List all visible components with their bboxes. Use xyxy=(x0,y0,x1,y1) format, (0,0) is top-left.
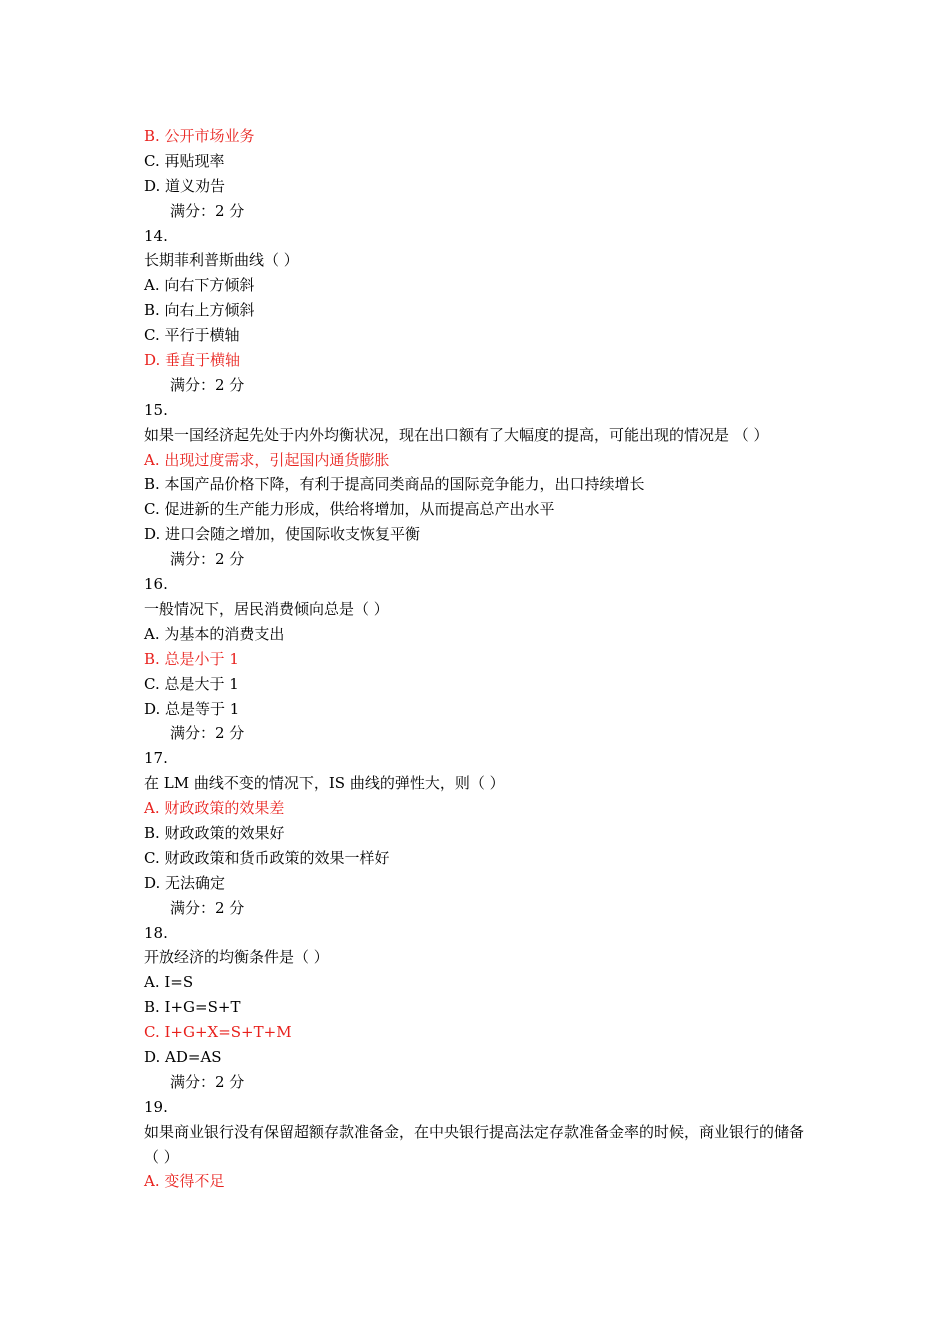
question-number: 15. xyxy=(144,400,168,419)
question-number: 14. xyxy=(144,226,168,245)
score-label: 满分：2 分 xyxy=(170,1072,245,1091)
option-d: D. 总是等于 1 xyxy=(144,699,240,718)
question-stem: 开放经济的均衡条件是（ ） xyxy=(144,948,329,967)
option-a-correct: A. 财政政策的效果差 xyxy=(144,799,285,818)
question-stem: 一般情况下，居民消费倾向总是（ ） xyxy=(144,599,389,618)
question-number: 16. xyxy=(144,575,168,594)
question-14 xyxy=(144,224,814,398)
question-19 xyxy=(144,1095,814,1195)
option-b: B. 财政政策的效果好 xyxy=(144,823,285,842)
option-d: D. 进口会随之增加，使国际收支恢复平衡 xyxy=(144,525,421,544)
option-b: B. 向右上方倾斜 xyxy=(144,301,255,320)
option-a-correct: A. 变得不足 xyxy=(144,1172,225,1191)
option-c: C. 总是大于 1 xyxy=(144,674,239,693)
option-c: C. 平行于横轴 xyxy=(144,326,240,345)
option-c: C. 再贴现率 xyxy=(144,151,225,170)
question-number: 19. xyxy=(144,1097,168,1116)
question-15 xyxy=(144,398,814,572)
option-a: A. 向右下方倾斜 xyxy=(144,276,255,295)
question-stem: 如果商业银行没有保留超额存款准备金，在中央银行提高法定存款准备金率的时候，商业银行的储备（ ） xyxy=(144,1122,805,1166)
option-b: B. 本国产品价格下降，有利于提高同类商品的国际竞争能力，出口持续增长 xyxy=(144,475,645,494)
option-d: D. AD=AS xyxy=(144,1047,222,1066)
document-page xyxy=(144,124,814,1194)
question-number: 17. xyxy=(144,749,168,768)
question-stem: 如果一国经济起先处于内外均衡状况，现在出口额有了大幅度的提高，可能出现的情况是 （ ） xyxy=(144,425,769,444)
option-c: C. 财政政策和货币政策的效果一样好 xyxy=(144,848,390,867)
option-b-correct: B. 总是小于 1 xyxy=(144,649,239,668)
question-16 xyxy=(144,572,814,746)
option-a-correct: A. 出现过度需求，引起国内通货膨胀 xyxy=(144,450,390,469)
score-label: 满分：2 分 xyxy=(170,550,245,569)
question-13-tail xyxy=(144,124,814,224)
option-b: B. I+G=S+T xyxy=(144,998,241,1017)
score-label: 满分：2 分 xyxy=(170,375,245,394)
option-a: A. I=S xyxy=(144,973,194,992)
option-d: D. 无法确定 xyxy=(144,873,226,892)
option-d-correct: D. 垂直于横轴 xyxy=(144,351,241,370)
question-stem: 长期菲利普斯曲线（ ） xyxy=(144,251,299,270)
question-number: 18. xyxy=(144,923,168,942)
option-d: D. 道义劝告 xyxy=(144,176,226,195)
question-18 xyxy=(144,921,814,1095)
score-label: 满分：2 分 xyxy=(170,724,245,743)
score-label: 满分：2 分 xyxy=(170,201,245,220)
option-c-correct: C. I+G+X=S+T+M xyxy=(144,1023,292,1042)
question-stem: 在 LM 曲线不变的情况下，IS 曲线的弹性大，则（ ） xyxy=(144,774,505,793)
option-c: C. 促进新的生产能力形成，供给将增加，从而提高总产出水平 xyxy=(144,500,555,519)
option-b-correct: B. 公开市场业务 xyxy=(144,127,255,145)
question-17 xyxy=(144,746,814,920)
option-a: A. 为基本的消费支出 xyxy=(144,624,285,643)
score-label: 满分：2 分 xyxy=(170,898,245,917)
